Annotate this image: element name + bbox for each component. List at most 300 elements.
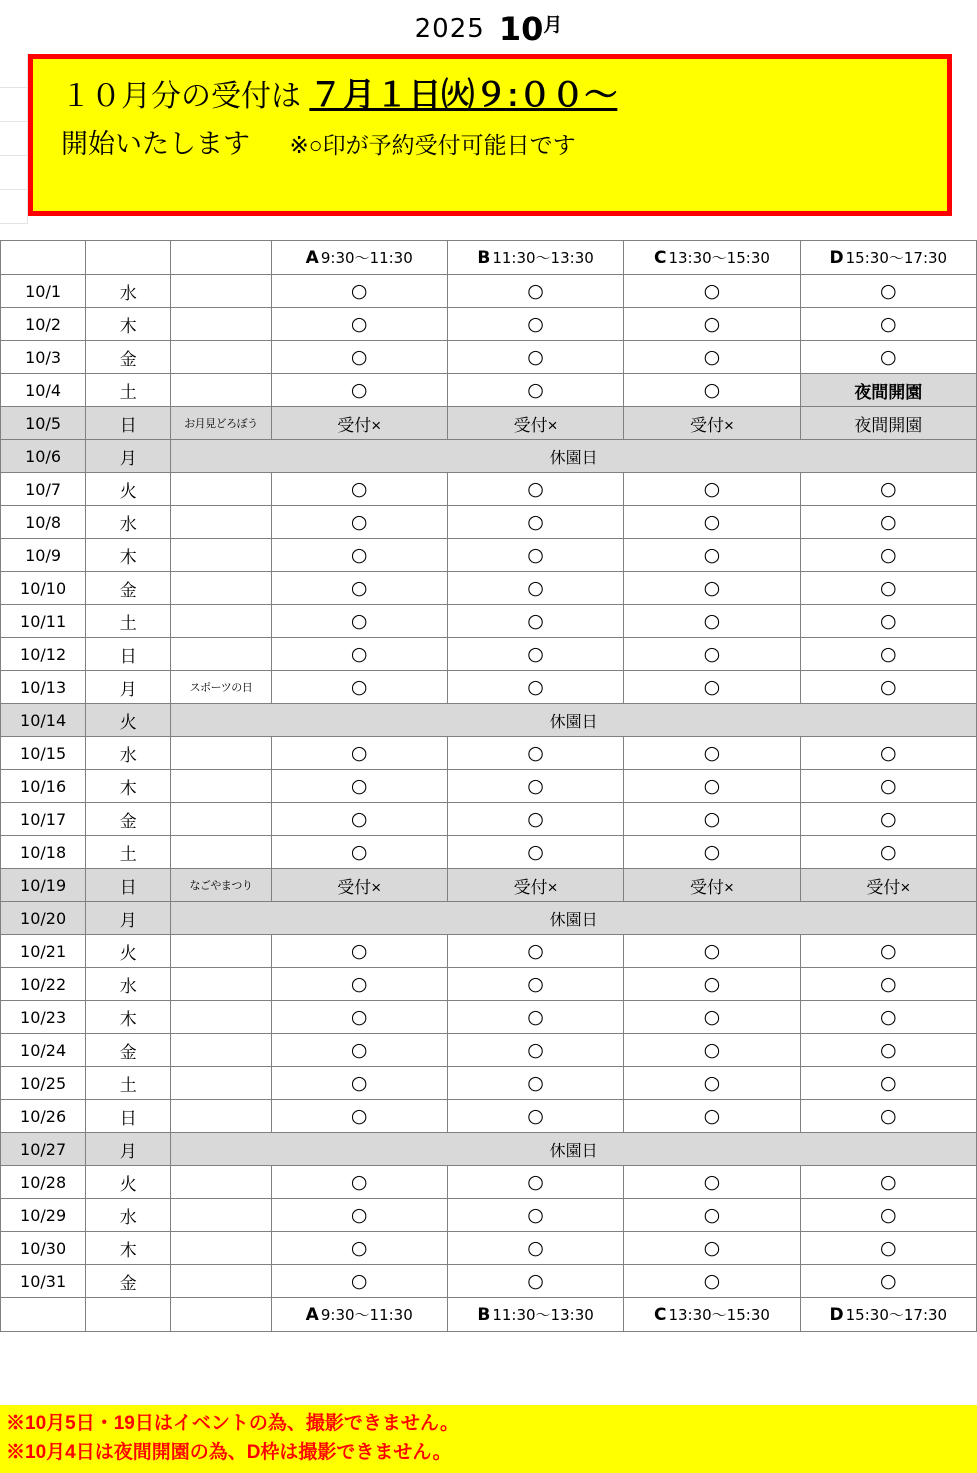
slot-cell-d[interactable] [800, 539, 976, 572]
table-row [1, 341, 977, 374]
available-circle-icon: ○ [880, 1105, 897, 1127]
slot-cell-a[interactable] [271, 935, 447, 968]
table-row [1, 605, 977, 638]
row-weekday: 月 [86, 902, 171, 935]
date-header-cell [1, 1298, 86, 1332]
row-date: 10/18 [1, 836, 86, 869]
slot-cell-c[interactable] [624, 737, 800, 770]
slot-cell-a[interactable] [271, 638, 447, 671]
table-row [1, 1001, 977, 1034]
row-holiday-label: 休園日 [171, 704, 977, 737]
available-circle-icon: ○ [527, 841, 544, 863]
available-circle-icon: ○ [527, 643, 544, 665]
row-event-note [171, 1067, 271, 1100]
slot-header-b [447, 1298, 623, 1332]
slot-cell-d[interactable] [800, 572, 976, 605]
slot-cell-d[interactable] [800, 671, 976, 704]
row-holiday-label: 休園日 [171, 1133, 977, 1166]
title-month: 10 [498, 10, 544, 48]
slot-cell-d[interactable] [800, 506, 976, 539]
slot-cell-c[interactable] [624, 374, 800, 407]
row-weekday: 木 [86, 539, 171, 572]
slot-cell-a[interactable] [271, 803, 447, 836]
slot-cell-a[interactable] [271, 605, 447, 638]
available-circle-icon: ○ [350, 1204, 368, 1226]
table-row [1, 1232, 977, 1265]
slot-cell-c[interactable] [624, 836, 800, 869]
slot-cell-d[interactable] [800, 308, 976, 341]
slot-cell-a[interactable] [271, 374, 447, 407]
table-row [1, 407, 977, 440]
reservation-calendar-table [0, 240, 977, 1332]
slot-cell-c[interactable]: 受付× [624, 407, 800, 440]
available-circle-icon: ○ [703, 478, 721, 500]
row-event-note [171, 275, 271, 308]
slot-cell-d[interactable]: 受付× [800, 869, 976, 902]
available-circle-icon: ○ [703, 280, 721, 302]
available-circle-icon: ○ [350, 1105, 368, 1127]
slot-time: 13:30～15:30 [668, 1306, 770, 1324]
slot-cell-a[interactable] [271, 1001, 447, 1034]
available-circle-icon: ○ [350, 313, 368, 335]
available-circle-icon: ○ [527, 1105, 544, 1127]
row-event-note [171, 935, 271, 968]
slot-cell-c[interactable] [624, 1100, 800, 1133]
date-header-cell [1, 241, 86, 275]
slot-cell-a[interactable] [271, 506, 447, 539]
available-circle-icon: ○ [880, 1006, 897, 1028]
slot-cell-c[interactable] [624, 968, 800, 1001]
slot-time: 15:30～17:30 [845, 1306, 948, 1324]
row-event-note [171, 836, 271, 869]
slot-cell-d[interactable] [800, 1232, 976, 1265]
row-weekday: 水 [86, 737, 171, 770]
row-event-note [171, 968, 271, 1001]
slot-cell-a[interactable]: 受付× [271, 869, 447, 902]
slot-cell-c[interactable] [624, 1166, 800, 1199]
slot-cell-d[interactable] [800, 638, 976, 671]
slot-letter: A [305, 1305, 319, 1325]
slot-cell-c[interactable] [624, 638, 800, 671]
available-circle-icon: ○ [527, 775, 544, 797]
available-circle-icon: ○ [703, 346, 721, 368]
available-circle-icon: ○ [527, 313, 544, 335]
slot-cell-c[interactable]: 受付× [624, 869, 800, 902]
slot-header-c [624, 1298, 800, 1332]
slot-cell-a[interactable] [271, 1265, 447, 1298]
row-event-note [171, 473, 271, 506]
slot-cell-b[interactable] [447, 1232, 623, 1265]
row-event-note: スポーツの日 [171, 671, 271, 704]
slot-cell-c[interactable] [624, 1034, 800, 1067]
slot-cell-b[interactable] [447, 770, 623, 803]
slot-cell-b[interactable] [447, 638, 623, 671]
slot-cell-b[interactable] [447, 275, 623, 308]
available-circle-icon: ○ [527, 1237, 544, 1259]
available-circle-icon: ○ [350, 841, 368, 863]
slot-cell-a[interactable] [271, 1034, 447, 1067]
row-event-note [171, 539, 271, 572]
row-event-note [171, 506, 271, 539]
available-circle-icon: ○ [527, 610, 544, 632]
table-row [1, 770, 977, 803]
slot-cell-c[interactable] [624, 1265, 800, 1298]
note-header-cell [171, 241, 271, 275]
slot-cell-c[interactable] [624, 1001, 800, 1034]
ghost-cell [0, 88, 28, 122]
available-circle-icon: ○ [703, 973, 721, 995]
slot-cell-d[interactable] [800, 341, 976, 374]
row-weekday: 金 [86, 803, 171, 836]
slot-cell-a[interactable] [271, 737, 447, 770]
slot-header-a [271, 241, 447, 275]
row-weekday: 水 [86, 275, 171, 308]
available-circle-icon: ○ [880, 742, 897, 764]
slot-cell-c[interactable] [624, 341, 800, 374]
row-event-note [171, 803, 271, 836]
table-row [1, 473, 977, 506]
available-circle-icon: ○ [880, 1072, 897, 1094]
slot-cell-d[interactable]: 夜間開園 [800, 407, 976, 440]
slot-cell-d[interactable] [800, 737, 976, 770]
row-event-note [171, 1199, 271, 1232]
row-weekday: 日 [86, 869, 171, 902]
slot-cell-c[interactable] [624, 803, 800, 836]
slot-cell-b[interactable] [447, 968, 623, 1001]
available-circle-icon: ○ [880, 544, 897, 566]
available-circle-icon: ○ [703, 643, 721, 665]
available-circle-icon: ○ [880, 973, 897, 995]
slot-cell-d[interactable] [800, 1265, 976, 1298]
row-date: 10/8 [1, 506, 86, 539]
table-row [1, 638, 977, 671]
row-date: 10/11 [1, 605, 86, 638]
available-circle-icon: ○ [703, 577, 721, 599]
slot-cell-a[interactable] [271, 473, 447, 506]
slot-cell-b[interactable] [447, 1166, 623, 1199]
slot-cell-a[interactable] [271, 275, 447, 308]
row-date: 10/6 [1, 440, 86, 473]
available-circle-icon: ○ [880, 676, 897, 698]
row-date: 10/16 [1, 770, 86, 803]
row-date: 10/25 [1, 1067, 86, 1100]
slot-cell-d[interactable] [800, 803, 976, 836]
available-circle-icon: ○ [527, 973, 544, 995]
slot-cell-a[interactable] [271, 836, 447, 869]
slot-cell-b[interactable]: 受付× [447, 407, 623, 440]
slot-cell-d[interactable] [800, 1166, 976, 1199]
slot-cell-d[interactable] [800, 1001, 976, 1034]
available-circle-icon: ○ [703, 1072, 721, 1094]
row-event-note [171, 1232, 271, 1265]
available-circle-icon: ○ [350, 973, 368, 995]
slot-cell-a[interactable]: 受付× [271, 407, 447, 440]
row-weekday: 木 [86, 1232, 171, 1265]
notice-line1-text: １０月分の受付は [61, 80, 301, 113]
available-circle-icon: ○ [350, 808, 368, 830]
slot-cell-d[interactable] [800, 275, 976, 308]
ghost-cell [0, 156, 28, 190]
row-date: 10/15 [1, 737, 86, 770]
row-weekday: 水 [86, 506, 171, 539]
slot-cell-b[interactable] [447, 737, 623, 770]
slot-cell-a[interactable] [271, 1166, 447, 1199]
slot-time: 9:30～11:30 [320, 249, 413, 267]
notice-line-2 [61, 121, 927, 168]
table-row [1, 704, 977, 737]
footer-note-1: ※10月5日・19日はイベントの為、撮影できません。 [6, 1413, 459, 1434]
available-circle-icon: ○ [527, 742, 544, 764]
slot-cell-c[interactable] [624, 572, 800, 605]
slot-cell-b[interactable] [447, 1199, 623, 1232]
available-circle-icon: ○ [350, 577, 368, 599]
slot-time: 11:30～13:30 [492, 1306, 594, 1324]
slot-cell-b[interactable] [447, 1067, 623, 1100]
table-row [1, 935, 977, 968]
reservation-notice-banner [28, 54, 952, 216]
slot-cell-d[interactable] [800, 605, 976, 638]
table-row [1, 671, 977, 704]
slot-cell-a[interactable] [271, 671, 447, 704]
row-event-note [171, 1001, 271, 1034]
row-date: 10/10 [1, 572, 86, 605]
available-circle-icon: ○ [350, 511, 368, 533]
slot-cell-a[interactable] [271, 341, 447, 374]
slot-header-c [624, 241, 800, 275]
note-header-cell [171, 1298, 271, 1332]
slot-cell-c[interactable] [624, 671, 800, 704]
slot-cell-b[interactable] [447, 473, 623, 506]
slot-cell-c[interactable] [624, 605, 800, 638]
footer-note-2: ※10月4日は夜間開園の為、D枠は撮影できません。 [6, 1442, 452, 1463]
available-circle-icon: ○ [350, 610, 368, 632]
slot-header-row [1, 241, 977, 275]
row-date: 10/30 [1, 1232, 86, 1265]
row-weekday: 金 [86, 1034, 171, 1067]
slot-cell-b[interactable]: 受付× [447, 869, 623, 902]
ghost-grid [0, 54, 28, 224]
slot-cell-d[interactable] [800, 935, 976, 968]
row-event-note [171, 638, 271, 671]
slot-cell-d[interactable] [800, 770, 976, 803]
available-circle-icon: ○ [350, 1072, 368, 1094]
slot-cell-b[interactable] [447, 539, 623, 572]
slot-cell-d[interactable] [800, 1034, 976, 1067]
table-row [1, 506, 977, 539]
table-row [1, 572, 977, 605]
dow-header-cell [86, 1298, 171, 1332]
row-date: 10/23 [1, 1001, 86, 1034]
row-event-note [171, 737, 271, 770]
available-circle-icon: ○ [527, 1039, 544, 1061]
row-holiday-label: 休園日 [171, 440, 977, 473]
table-row [1, 374, 977, 407]
available-circle-icon: ○ [527, 511, 544, 533]
page-title [0, 0, 977, 48]
slot-cell-b[interactable] [447, 671, 623, 704]
slot-cell-b[interactable] [447, 308, 623, 341]
available-circle-icon: ○ [350, 643, 368, 665]
available-circle-icon: ○ [527, 346, 544, 368]
slot-cell-d[interactable] [800, 1100, 976, 1133]
slot-cell-c[interactable] [624, 1199, 800, 1232]
table-row [1, 968, 977, 1001]
row-weekday: 水 [86, 968, 171, 1001]
row-event-note [171, 1265, 271, 1298]
available-circle-icon: ○ [350, 346, 368, 368]
row-date: 10/19 [1, 869, 86, 902]
available-circle-icon: ○ [880, 313, 897, 335]
available-circle-icon: ○ [880, 280, 897, 302]
slot-cell-b[interactable] [447, 572, 623, 605]
slot-cell-c[interactable] [624, 539, 800, 572]
row-date: 10/1 [1, 275, 86, 308]
available-circle-icon: ○ [350, 1171, 368, 1193]
available-circle-icon: ○ [527, 808, 544, 830]
available-circle-icon: ○ [703, 610, 721, 632]
slot-cell-b[interactable] [447, 836, 623, 869]
slot-cell-d[interactable] [800, 1067, 976, 1100]
slot-cell-b[interactable] [447, 935, 623, 968]
available-circle-icon: ○ [880, 643, 897, 665]
available-circle-icon: ○ [527, 478, 544, 500]
slot-time: 9:30～11:30 [320, 1306, 413, 1324]
slot-cell-c[interactable] [624, 473, 800, 506]
slot-cell-b[interactable] [447, 1265, 623, 1298]
available-circle-icon: ○ [880, 577, 897, 599]
slot-cell-b[interactable] [447, 506, 623, 539]
title-month-suffix: 月 [543, 15, 563, 36]
row-weekday: 木 [86, 308, 171, 341]
row-date: 10/13 [1, 671, 86, 704]
slot-cell-d[interactable] [800, 473, 976, 506]
row-date: 10/3 [1, 341, 86, 374]
available-circle-icon: ○ [703, 940, 721, 962]
row-date: 10/24 [1, 1034, 86, 1067]
available-circle-icon: ○ [880, 1204, 897, 1226]
available-circle-icon: ○ [527, 1171, 544, 1193]
slot-cell-a[interactable] [271, 968, 447, 1001]
table-row [1, 308, 977, 341]
available-circle-icon: ○ [350, 940, 368, 962]
slot-cell-d[interactable]: 夜間開園 [800, 374, 976, 407]
slot-cell-b[interactable] [447, 803, 623, 836]
slot-letter: D [829, 1305, 844, 1325]
row-weekday: 火 [86, 704, 171, 737]
title-year: 2025 [414, 14, 485, 44]
available-circle-icon: ○ [880, 346, 897, 368]
slot-letter: B [477, 1305, 491, 1325]
slot-cell-a[interactable] [271, 1232, 447, 1265]
slot-letter: C [653, 1305, 667, 1325]
row-date: 10/5 [1, 407, 86, 440]
row-date: 10/27 [1, 1133, 86, 1166]
slot-cell-b[interactable] [447, 1100, 623, 1133]
row-weekday: 土 [86, 605, 171, 638]
available-circle-icon: ○ [703, 742, 721, 764]
row-weekday: 日 [86, 407, 171, 440]
row-weekday: 月 [86, 671, 171, 704]
slot-cell-a[interactable] [271, 1199, 447, 1232]
slot-cell-d[interactable] [800, 836, 976, 869]
slot-cell-a[interactable] [271, 308, 447, 341]
row-date: 10/26 [1, 1100, 86, 1133]
row-weekday: 月 [86, 440, 171, 473]
row-weekday: 土 [86, 836, 171, 869]
slot-header-row-bottom [1, 1298, 977, 1332]
row-event-note [171, 341, 271, 374]
slot-letter: D [829, 248, 844, 268]
slot-letter: A [305, 248, 319, 268]
slot-cell-a[interactable] [271, 572, 447, 605]
row-holiday-label: 休園日 [171, 902, 977, 935]
available-circle-icon: ○ [703, 808, 721, 830]
row-date: 10/20 [1, 902, 86, 935]
available-circle-icon: ○ [527, 1270, 544, 1292]
row-event-note [171, 572, 271, 605]
row-event-note [171, 374, 271, 407]
row-weekday: 金 [86, 1265, 171, 1298]
slot-cell-b[interactable] [447, 374, 623, 407]
row-weekday: 火 [86, 935, 171, 968]
slot-cell-a[interactable] [271, 539, 447, 572]
slot-cell-c[interactable] [624, 1232, 800, 1265]
slot-cell-b[interactable] [447, 605, 623, 638]
row-weekday: 金 [86, 341, 171, 374]
available-circle-icon: ○ [703, 1270, 721, 1292]
available-circle-icon: ○ [703, 544, 721, 566]
slot-cell-b[interactable] [447, 1001, 623, 1034]
dow-header-cell [86, 241, 171, 275]
row-weekday: 土 [86, 1067, 171, 1100]
slot-header-b [447, 241, 623, 275]
available-circle-icon: ○ [703, 1204, 721, 1226]
table-row [1, 1133, 977, 1166]
available-circle-icon: ○ [527, 577, 544, 599]
slot-cell-c[interactable] [624, 308, 800, 341]
footer-notes [0, 1405, 977, 1473]
available-circle-icon: ○ [703, 379, 721, 401]
slot-cell-c[interactable] [624, 275, 800, 308]
available-circle-icon: ○ [880, 610, 897, 632]
slot-cell-a[interactable] [271, 1100, 447, 1133]
row-date: 10/4 [1, 374, 86, 407]
slot-cell-c[interactable] [624, 506, 800, 539]
slot-time: 13:30～15:30 [668, 249, 770, 267]
slot-cell-b[interactable] [447, 1034, 623, 1067]
row-date: 10/9 [1, 539, 86, 572]
slot-cell-a[interactable] [271, 770, 447, 803]
slot-cell-c[interactable] [624, 1067, 800, 1100]
row-date: 10/2 [1, 308, 86, 341]
slot-cell-d[interactable] [800, 968, 976, 1001]
available-circle-icon: ○ [527, 280, 544, 302]
table-row [1, 1100, 977, 1133]
slot-cell-d[interactable] [800, 1199, 976, 1232]
slot-cell-a[interactable] [271, 1067, 447, 1100]
available-circle-icon: ○ [880, 841, 897, 863]
row-weekday: 火 [86, 473, 171, 506]
slot-cell-c[interactable] [624, 935, 800, 968]
row-event-note [171, 1100, 271, 1133]
ghost-cell [0, 54, 28, 88]
table-row [1, 1166, 977, 1199]
slot-cell-c[interactable] [624, 770, 800, 803]
notice-legend-text: ※○印が予約受付可能日です [289, 132, 576, 158]
available-circle-icon: ○ [350, 379, 368, 401]
slot-cell-b[interactable] [447, 341, 623, 374]
row-event-note: お月見どろぼう [171, 407, 271, 440]
